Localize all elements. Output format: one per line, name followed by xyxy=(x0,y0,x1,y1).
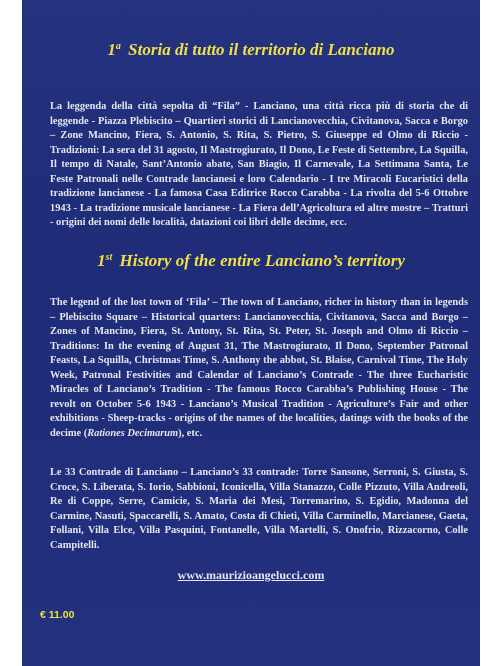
heading-text: Storia di tutto il territorio di Lanciano xyxy=(128,40,395,59)
english-summary-end: ), etc. xyxy=(178,427,203,439)
heading-text: History of the entire Lanciano’s territory xyxy=(119,251,405,270)
price-label: € 11.00 xyxy=(40,609,75,621)
english-summary xyxy=(50,296,468,441)
heading-number: 1 xyxy=(107,40,116,59)
italian-summary: La leggenda della città sepolta di “Fila” - Lanciano, una città ricca più di storia che di leggende - Piazza Plebiscito – Quartieri storici di Lancianovecchia, Civitanova, Sacca e Borgo – Zone Mancino, Fiera, S. Antonio, S. Rita, S. Pietro, S. Giuseppe ed Olmo di Riccio - Tradizioni: La sera del 31 agosto, Il Mastrogiurato, Il Dono, Le Feste di Settembre, La Squilla, Il tempo di Natale, Sant’Antonio abate, San Biagio, Il Carnevale, La Settimana Santa, Le Feste Patronali nelle Contrade lancianesi e loro Calendario - I tre Miracoli Eucaristici della tradizione lancianese - La famosa Casa Editrice Rocco Carabba - La rivolta del 5-6 Ottobre 1943 - La tradizione musicale lancianese - La Fiera dell’Agricoltura ed altre mostre – Tratturi - origini dei nomi delle località, datazioni coi libri delle decime, ecc. xyxy=(50,101,468,228)
english-summary-main: The legend of the lost town of ‘Fila’ – The town of Lanciano, richer in history than in legends – Plebiscito Square – Historical quarters: Lancianovecchia, Civitanova, Sacca and Borgo – Zones of Mancino, Fiera, St. Antony, St. Rita, St. Peter, St. Joseph and Olmo di Riccio – Traditions: In the evening of August 31, The Mastrogiurato, Il Dono, September Patronal Feasts, La Squilla, Christmas Time, S. Anthony the abbot, St. Blaise, Carnival Time, The Holy Week, Patronal Festivities and Calendar of Lanciano’s Contrade - The three Eucharistic Miracles of Lanciano’s Tradition - The famous Rocco Carabba’s Publishing House - The revolt on October 5-6 1943 - Lanciano’s Musical Tradition - Agriculture’s Fair and other exhibitions - Sheep-tracks - origins of the names of the localities, datings with the books of the decime ( xyxy=(50,297,468,439)
heading-number: 1 xyxy=(97,251,106,270)
blue-panel xyxy=(22,0,480,666)
english-summary-italic: Rationes Decimarum xyxy=(87,427,179,439)
website-link[interactable]: www.maurizioangelucci.com xyxy=(177,568,325,582)
heading-italian xyxy=(22,40,480,60)
heading-superscript: st xyxy=(105,252,113,263)
contrade-list: Le 33 Contrade di Lanciano – Lanciano’s 33 contrade: Torre Sansone, Serroni, S. Giusta, S. Croce, S. Liberata, S. Iorio, Sabbioni, Iconicella, Villa Stanazzo, Colle Pizzuto, Villa Andreoli, Re di Coppe, Serre, Camicie, S. Maria dei Mesi, Torremarino, S. Egidio, Madonna del Carmine, Nasuti, Spaccarelli, S. Amato, Costa di Chieti, Villa Carminello, Marcianese, Gaeta, Follani, Villa Elce, Villa Pasquini, Fontanelle, Villa Martelli, S. Onofrio, Rizzacorno, Colle Campitelli. xyxy=(50,467,468,551)
heading-superscript: a xyxy=(115,41,121,52)
heading-english xyxy=(22,251,480,271)
